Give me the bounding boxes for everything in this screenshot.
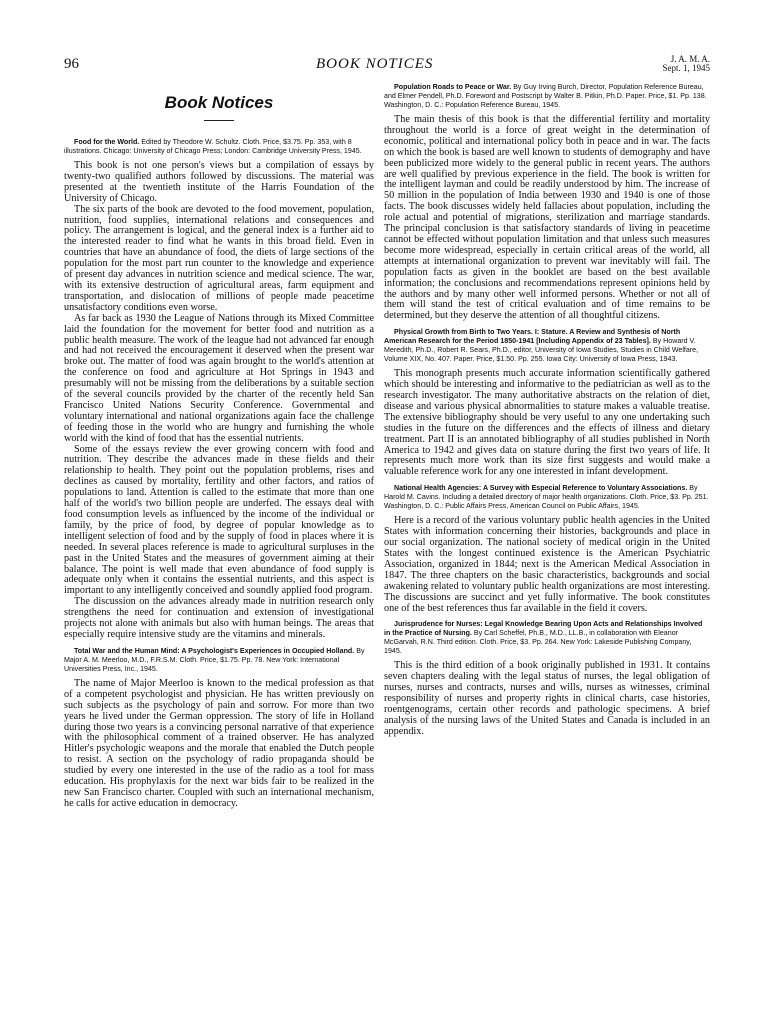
review-paragraph: This monograph presents much accurate information scientifically gathered which should be interesting and informative to the pediatrician as well as to the research investigator. The many authoritative abstracts on the relation of diet, disease and various physical abnormalities to stature makes a valuable treatise. The extensive bibliography should be very useful to any one undertaking such studies in the future on the differences and the effects of illness and dietary treatment. Part II is an annotated bibliography of all studies published in North America to 1942 and gives data on stature during the first two years of life. It represents much more work than its size first suggests and would make a valuable reference work for any one interested in infant development.: [384, 368, 710, 478]
book-details: Edited by Theodore W. Schultz. Cloth. Price, $3.75. Pp. 353, with 8 illustrations. Chicago: University of Chicago Press; London: Cambridge University Press, 1945.: [64, 138, 362, 155]
book-title: National Health Agencies: A Survey with Especial Reference to Voluntary Associations.: [394, 484, 688, 493]
review-paragraph: This book is not one person's views but a compilation of essays by twenty-two qualified authors followed by discussions. The material was presented at the twentieth institute of the Harris Foundation of the University of Chicago.: [64, 160, 374, 204]
review-paragraph: The name of Major Meerloo is known to the medical profession as that of a competent psychologist and physician. He has written previously on such subjects as the psychology of pain and sorrow. For more than two years he lived under the German oppression. The story of life in Holland during those two years is a convincing personal narrative of that experience with the philosophical comment of a trained observer. He has analyzed Hitler's psychologic weapons and the morale that enabled the Dutch people to resist. A section on the psychology of radio propaganda should be studied by every one interested in the use of the radio as a tool for mass education. His prophylaxis for the next war bids fair to be realized in the new San Francisco charter. Coupled with such an international mechanism, he calls for active education in democracy.: [64, 677, 374, 809]
review-paragraph: The discussion on the advances already made in nutrition research only strengthens the need for continuation and extension of investigational projects not alone with animals but also with human beings. The areas that especially require intensive study are the vitamins and minerals.: [64, 596, 374, 640]
review-total-war-and-the-human-mind: [64, 647, 374, 810]
citation: [384, 620, 710, 656]
review-paragraph: The main thesis of this book is that the differential fertility and mortality throughout the world is a force of great weight in the determination of economic, political and international policy both in peace and in war. The facts on which the book is based are well known to students of demography and have been publicized more widely to the general public in recent years. The authors are well qualified by previous experience in the field. The book is written for the intelligent layman and could be readily understood by him. The increase of 50 million in the population of India between 1930 and 1940 is one of those facts. The book discusses widely held fallacies about population, including the role actual and potential of migrations, sterilization and marriage standards. The principal conclusion is that satisfactory standards of living in peacetime cannot be effected without population limitation and that unless such measures become more widespread, especially in certain critical areas of the world, all attempts at international organization to prevent war inevitably will fail. The population facts as given in the booklet are based on the best available information; the conclusions and recommendations represent opinions held by the authors and by many other well informed persons. Whether or not all of them will stand the test of critical evaluation and of time remains to be determined, but they deserve the attention of all thoughtful citizens.: [384, 114, 710, 322]
book-details: By Carl Scheffel, Ph.B., M.D., LL.B., in collaboration with Eleanor McGarvah, R.N. Third edition. Cloth. Price, $3. Pp. 264. New York: Lakeside Publishing Company, 1945.: [384, 629, 692, 656]
citation: [64, 138, 374, 156]
review-paragraph: Some of the essays review the ever growing concern with food and nutrition. They describe the advances made in these fields and their relationship to health. They point out the population problems, rises and declines as caused by mortality, fertility and other factors, and ratios of populations to land. Attention is called to the estimate that more than one half of the world's two billion people are underfed. The essays deal with food consumption levels as influenced by the income of the individual or family, by the price of food, by degree of popular knowledge as to intelligent selection of food and by the supply of food in places where it is needed. In several places reference is made to agricultural surpluses in the past in the United States and the measures of government aiming at their balance. The point is well made that even abundance of food supply is adequate only when it contains the essential nutrients, and this aspect is important to any intelligently conceived and soundly applied food program.: [64, 443, 374, 597]
journal-date: [636, 55, 710, 73]
review-paragraph: The six parts of the book are devoted to the food movement, population, nutrition, food supplies, international relations and consequences and policy. The arrangement is logical, and the general index is a further aid to the interested reader to find what he wants in this broad field. Even in countries that have an abundance of food, the diets of large sections of the population for the most part run counter to the knowledge and experience of present day advances in nutrition science and medical science. The war, with its extensive destruction of agricultural areas, farm equipment and transportation, and dislocation of millions of people made peacetime unsatisfactory conditions even worse.: [64, 203, 374, 313]
journal-abbrev: J. A. M. A.: [670, 54, 710, 64]
book-title: Population Roads to Peace or War.: [394, 83, 512, 91]
book-details: By Harold M. Cavins. Including a detailed directory of major health organizations. Cloth. Price, $3. Pp. 251. Washington, D. C.: Public Affairs Press, American Council on Public Affairs, 1945.: [384, 484, 709, 511]
review-population-roads: [384, 83, 710, 322]
book-title: Food for the World.: [74, 138, 140, 146]
review-jurisprudence-for-nurses: [384, 620, 710, 737]
running-title: BOOK NOTICES: [316, 56, 434, 72]
section-title: Book Notices: [164, 93, 274, 112]
citation: [384, 83, 710, 110]
citation: [384, 484, 710, 511]
review-national-health-agencies: [384, 484, 710, 614]
review-physical-growth: [384, 328, 710, 478]
page-number: 96: [64, 56, 79, 72]
review-food-for-the-world: [64, 138, 374, 641]
title-rule: [204, 120, 234, 121]
citation: [384, 328, 710, 364]
review-paragraph: This is the third edition of a book originally published in 1931. It contains seven chapters dealing with the legal status of nurses, the legal obligation of nurses, nurses and contracts, nurses and wills, nurses as witnesses, criminal responsibility of nurses and property rights in clinical charts, case histories, roentgenograms, certain other records and pathologic specimens. A brief analysis of the nursing laws of the United States and Canada is included in an appendix.: [384, 660, 710, 737]
book-title: Total War and the Human Mind: A Psychologist's Experiences in Occupied Holland.: [74, 646, 355, 655]
book-title: Physical Growth from Birth to Two Years. I: Stature. A Review and Synthesis of North American Research for the Period 1850-1941 [Including Appendix of 23 Tables].: [384, 328, 681, 346]
review-paragraph: Here is a record of the various voluntary public health agencies in the United States with information concerning their histories, backgrounds and place in our social organization. The national society of medical origin in the United States with the longest continued existence is the American Psychiatric Association, organized in 1844; next is the American Medical Association in 1847. The three chapters on the basic characteristics, backgrounds and social awakening related to voluntary public health organizations are most interesting. The discussions are succinct and yet fully informative. The book constitutes one of the best references thus far available in the field it covers.: [384, 515, 710, 614]
book-details: By Major A. M. Meerloo, M.D., F.R.S.M. Cloth. Price, $1.75. Pp. 78. New York: International Universities Press, Inc., 1945.: [64, 646, 365, 673]
book-details: By Howard V. Meredith, Ph.D., Robert R. Sears, Ph.D., editor, University of Iowa Studies, Studies in Child Welfare, Volume XIX, No. 407. Paper. Price, $1.50. Pp. 255. Iowa City: University of Iowa Press, 1943.: [384, 337, 699, 364]
right-column: [384, 83, 710, 738]
citation: [64, 647, 374, 674]
issue-date: Sept. 1, 1945: [662, 63, 710, 73]
book-details: By Guy Irving Burch, Director, Population Reference Bureau, and Elmer Pendell, Ph.D. Foreword and Postscript by Walter B. Pitkin, Ph.D. Paper. Price, $1. Pp. 138. Washington, D. C.: Population Reference Bureau, 1945.: [384, 83, 707, 109]
left-column: [64, 88, 374, 810]
book-title: Jurisprudence for Nurses: Legal Knowledge Bearing Upon Acts and Relationships Involved in the Practice of Nursing.: [384, 620, 703, 638]
review-paragraph: As far back as 1930 the League of Nations through its Mixed Committee laid the foundation for the movement for better food and nutrition as a public health measure. The work of the league had not advanced far enough and had not received the encouragement it deserved when the present war broke out. The matter of food was again brought to the world's attention at the conference on food and agriculture at Hot Springs in 1943 and presumably will not be missing from the deliberations by a suitable section of the several councils provided by the charter of the recently held San Francisco United Nations Security Conference. Governmental and voluntary international and national organizations again face the challenge of feeding those in the world who are hungry and furnishing the whole world with the kind of food that has the essential nutrients.: [64, 312, 374, 444]
